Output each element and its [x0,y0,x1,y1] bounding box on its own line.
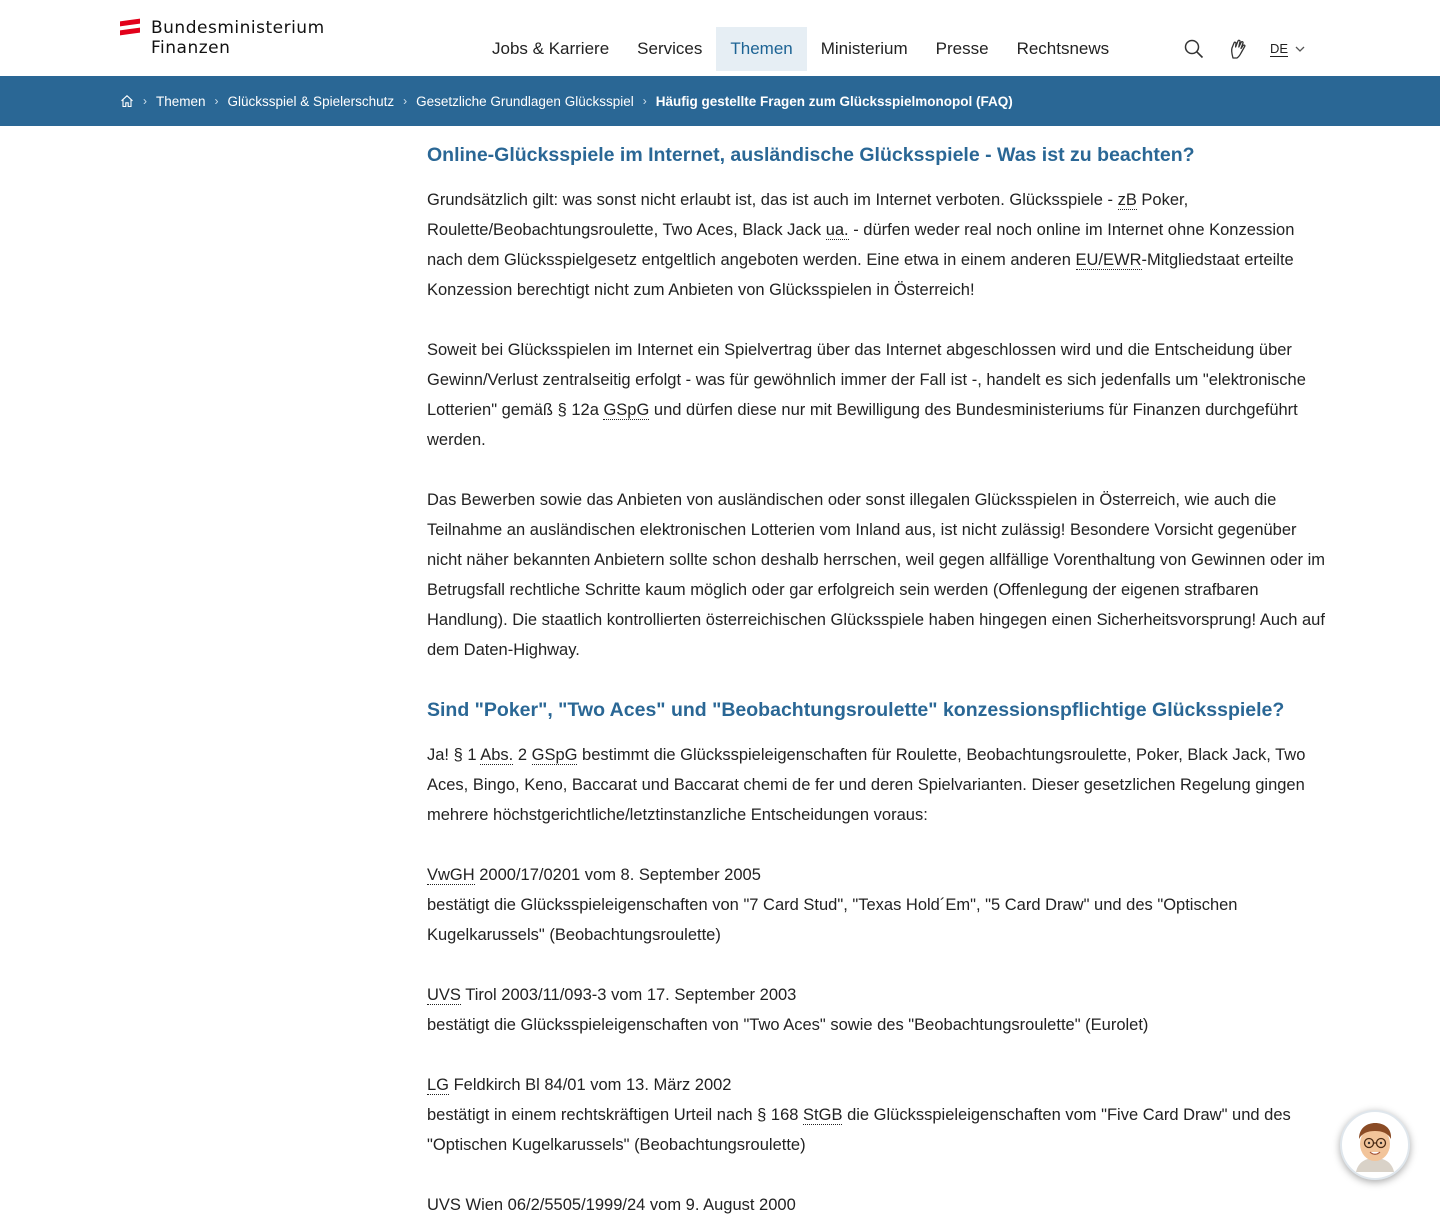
text-span: Feldkirch Bl 84/01 vom 13. März 2002 [449,1076,732,1094]
breadcrumb-separator: › [403,94,408,108]
breadcrumb-themen[interactable]: Themen [156,93,206,109]
breadcrumb-current: Häufig gestellte Fragen zum Glücksspielmonopol (FAQ) [655,93,1013,109]
breadcrumb-separator: › [214,94,219,108]
text-span: -Mitgliedstaat erteilte Konzession berechtigt nicht zum Anbieten von Glücksspielen in Österreich! [427,251,1294,299]
text-span: Poker, Roulette/Beobachtungsroulette, Two Aces, Black Jack [427,191,1189,239]
paragraph-online-3: Das Bewerben sowie das Anbieten von ausländischen oder sonst illegalen Glücksspielen in Österreich, wie auch die Teilnahme an ausländischen elektronischen Lotterien vom Inland aus, ist nicht zulässig! Besondere Vorsicht gegenüber nicht näher bekannten Anbietern sollte schon deshalb herrschen, weil gegen allfällige Vorenthaltung von Gewinnen oder im Betrugsfall rechtliche Schritte kaum möglich oder gar erfolgreich sein werden (Offenlegung der eigenen strafbaren Handlung). Die staatlich kontrollierten österreichischen Glücksspiele haben hingegen einen Sicherheitsvorsprung! Auch auf dem Daten-Highway. [427,491,1326,659]
search-icon[interactable] [1182,37,1206,61]
chevron-down-icon [1294,43,1306,55]
abbr-lg[interactable]: LG [427,1076,450,1094]
text-span: 2 [513,746,532,764]
breadcrumb-separator: › [143,94,147,108]
breadcrumb-gluecksspiel[interactable]: Glücksspiel & Spielerschutz [227,93,395,109]
site-header [0,0,1440,76]
text-span: Ja! § 1 [427,746,481,764]
austria-flag-icon [120,20,140,34]
logo-line1: Bundesministerium [151,18,325,38]
breadcrumb [0,76,1440,126]
nav-rechtsnews[interactable]: Rechtsnews [1016,39,1110,58]
case-uvs-text: bestätigt die Glücksspieleigenschaften von "Two Aces" sowie des "Beobachtungsroulette" (Eurolet) [427,1016,1149,1034]
text-span: Tirol 2003/11/093-3 vom 17. September 2003 [460,986,797,1004]
abbr-zb[interactable]: zB [1117,191,1137,209]
paragraph-poker-intro [427,740,1327,830]
text-span: und dürfen diese nur mit Bewilligung des Bundesministeriums für Finanzen durchgeführt werden. [427,401,1298,449]
text-span: Grundsätzlich gilt: was sonst nicht erlaubt ist, das ist auch im Internet verboten. Glücksspiele - [427,191,1118,209]
abbr-vwgh[interactable]: VwGH [427,866,475,884]
abbr-gspg[interactable]: GSpG [531,746,578,764]
case-uvs-title [427,980,1327,1010]
abbr-eu-ewr[interactable]: EU/EWR [1075,251,1142,269]
text-span: bestimmt die Glücksspieleigenschaften für Roulette, Beobachtungsroulette, Poker, Black Jack, Two Aces, Bingo, Keno, Baccarat und Baccarat chemi de fer und deren Spielvarianten. Dieser gesetzlichen Regelung gingen mehrere höchstgerichtliche/letztinstanzliche Entscheidungen voraus: [427,746,1306,824]
breadcrumb-list [120,76,1013,126]
case-vwgh-title [427,860,1327,890]
main-content [427,126,1327,1220]
language-switcher[interactable] [1270,41,1306,57]
abbr-gspg[interactable]: GSpG [603,401,650,419]
chatbot-button[interactable] [1340,1110,1410,1180]
nav-jobs-karriere[interactable]: Jobs & Karriere [492,39,610,58]
nav-ministerium[interactable]: Ministerium [820,39,908,58]
header-tools [1182,34,1306,64]
section-heading-poker: Sind "Poker", "Two Aces" und "Beobachtungsroulette" konzessionspflichtige Glücksspiele? [427,699,1285,721]
logo-text [151,18,325,58]
nav-presse[interactable]: Presse [935,39,989,58]
abbr-ua[interactable]: ua. [825,221,849,239]
case-lg-title [427,1070,1327,1100]
breadcrumb-separator: › [642,94,647,108]
abbr-uvs[interactable]: UVS [427,986,461,1004]
sign-language-icon[interactable] [1226,37,1250,61]
main-nav [478,27,1123,71]
paragraph-online-1 [427,185,1327,305]
abbr-stgb[interactable]: StGB [803,1106,843,1124]
abbr-abs[interactable]: Abs. [480,746,514,764]
language-label: DE [1270,41,1289,56]
case-vwgh-text: bestätigt die Glücksspieleigenschaften von "7 Card Stud", "Texas Hold´Em", "5 Card Draw" und des "Optischen Kugelkarussels" (Beobachtungsroulette) [427,896,1238,944]
text-span: - dürfen weder real noch online im Internet ohne Konzession nach dem Glücksspielgesetz entgeltlich angeboten werden. Eine etwa in einem anderen [427,221,1295,269]
home-icon[interactable] [120,94,134,108]
text-span: bestätigt in einem rechtskräftigen Urteil nach § 168 [427,1106,804,1124]
nav-services[interactable]: Services [637,39,703,58]
bmf-logo[interactable] [120,18,325,60]
chatbot-avatar-icon [1342,1112,1408,1178]
section-heading-online: Online-Glücksspiele im Internet, ausländische Glücksspiele - Was ist zu beachten? [427,144,1195,166]
case-lg-text [427,1100,1327,1160]
paragraph-online-2 [427,335,1327,455]
nav-themen[interactable]: Themen [716,27,806,71]
case-uvs-wien-title: UVS Wien 06/2/5505/1999/24 vom 9. August 2000 [427,1196,796,1214]
text-span: Soweit bei Glücksspielen im Internet ein Spielvertrag über das Internet abgeschlossen wird und die Entscheidung über Gewinn/Verlust zentralseitig erfolgt - was für gewöhnlich immer der Fall ist -, handelt es sich jedenfalls um "elektronische Lotterien" gemäß § 12a [427,341,1306,419]
text-span: 2000/17/0201 vom 8. September 2005 [474,866,761,884]
text-span: die Glücksspieleigenschaften vom "Five Card Draw" und des "Optischen Kugelkarussels" (Beobachtungsroulette) [427,1106,1291,1154]
logo-line2: Finanzen [151,38,231,58]
breadcrumb-grundlagen[interactable]: Gesetzliche Grundlagen Glücksspiel [416,93,634,109]
